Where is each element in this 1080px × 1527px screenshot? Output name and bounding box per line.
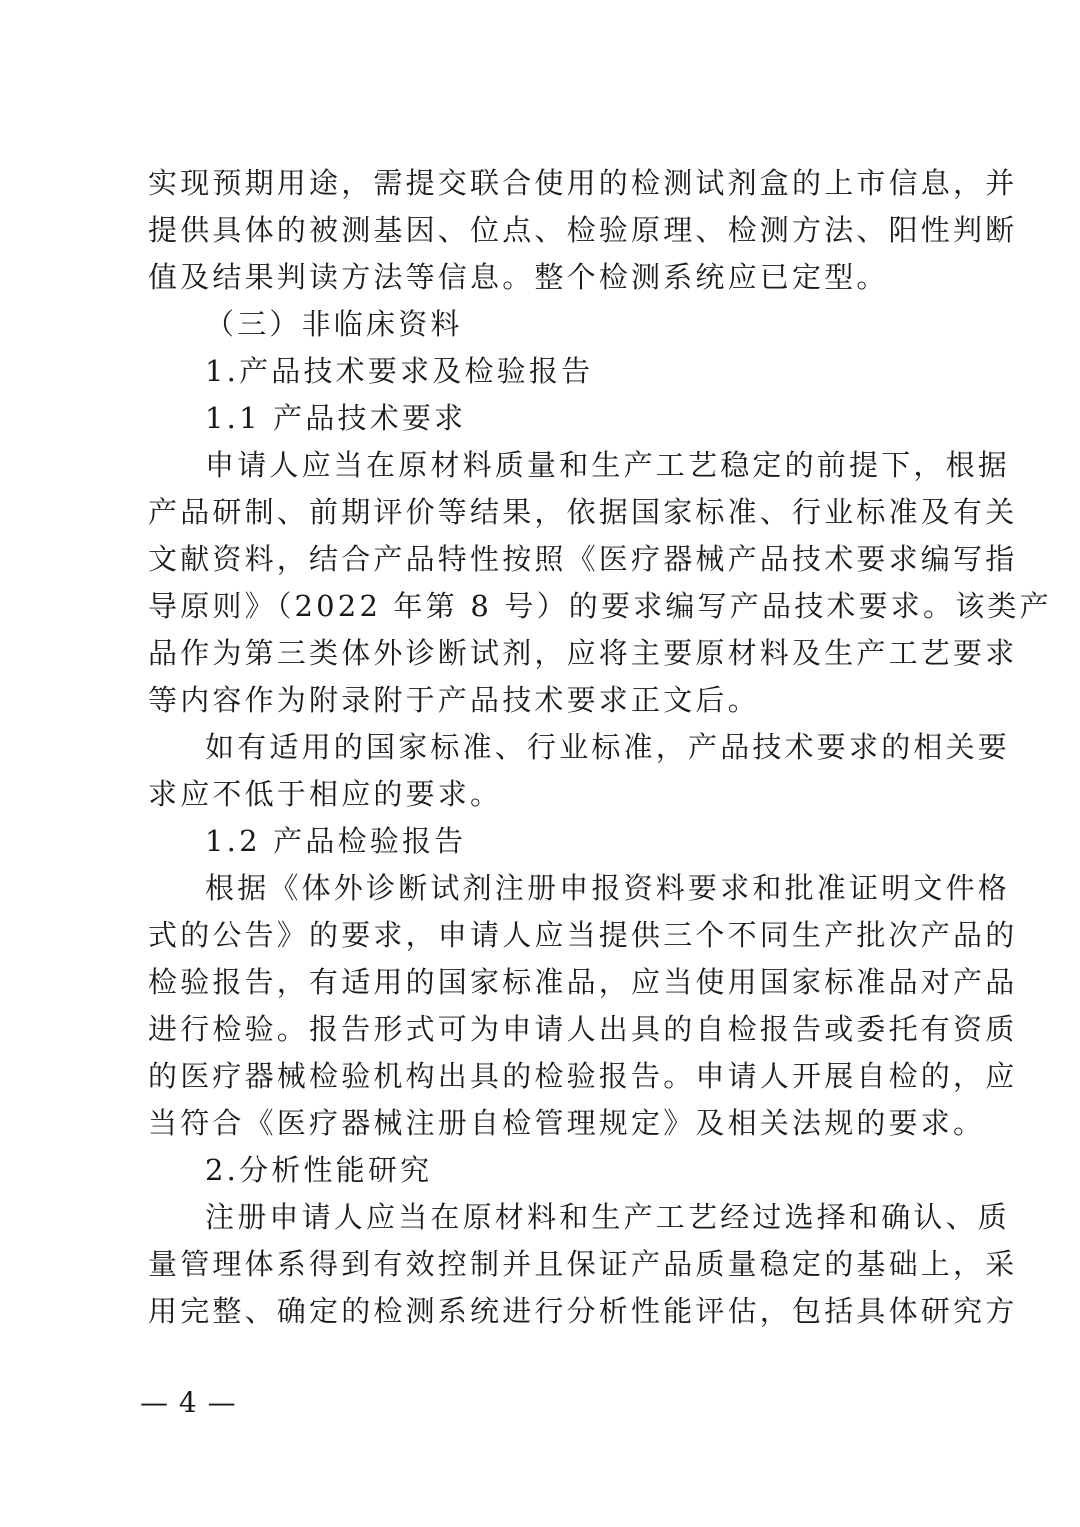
subsection-heading: 1.2 产品检验报告 xyxy=(205,824,467,858)
body-text-line: 实现预期用途，需提交联合使用的检测试剂盒的上市信息，并 xyxy=(148,166,1018,200)
body-text-line: 当符合《医疗器械注册自检管理规定》及相关法规的要求。 xyxy=(148,1106,986,1140)
body-text-line: 注册申请人应当在原材料和生产工艺经过选择和确认、质 xyxy=(205,1200,1011,1234)
body-text-line: 文献资料，结合产品特性按照《医疗器械产品技术要求编写指 xyxy=(148,542,1018,576)
body-text-line: 求应不低于相应的要求。 xyxy=(148,777,503,811)
body-text-line: 导原则》（2022 年第 8 号）的要求编写产品技术要求。该类产 xyxy=(148,589,1052,623)
body-text-line: 检验报告，有适用的国家标准品，应当使用国家标准品对产品 xyxy=(148,965,1018,999)
subsection-heading: 2.分析性能研究 xyxy=(205,1153,433,1187)
body-text-line: 提供具体的被测基因、位点、检验原理、检测方法、阳性判断 xyxy=(148,213,1018,247)
body-text-line: 等内容作为附录附于产品技术要求正文后。 xyxy=(148,683,760,717)
body-text-line: 进行检验。报告形式可为申请人出具的自检报告或委托有资质 xyxy=(148,1012,1018,1046)
body-text-line: 根据《体外诊断试剂注册申报资料要求和批准证明文件格 xyxy=(205,871,1011,905)
subsection-heading: 1.产品技术要求及检验报告 xyxy=(205,354,594,388)
body-text-line: 式的公告》的要求，申请人应当提供三个不同生产批次产品的 xyxy=(148,918,1018,952)
body-text-line: 值及结果判读方法等信息。整个检测系统应已定型。 xyxy=(148,260,889,294)
body-text-line: 量管理体系得到有效控制并且保证产品质量稳定的基础上，采 xyxy=(148,1247,1018,1281)
body-text-line: 申请人应当在原材料质量和生产工艺稳定的前提下，根据 xyxy=(205,448,1011,482)
page-number: — 4 — xyxy=(140,1386,237,1419)
subsection-heading: 1.1 产品技术要求 xyxy=(205,401,467,435)
body-text-line: 的医疗器械检验机构出具的检验报告。申请人开展自检的，应 xyxy=(148,1059,1018,1093)
body-text-line: 用完整、确定的检测系统进行分析性能评估，包括具体研究方 xyxy=(148,1294,1018,1328)
body-text-line: 如有适用的国家标准、行业标准，产品技术要求的相关要 xyxy=(205,730,1011,764)
body-text-line: 品作为第三类体外诊断试剂，应将主要原材料及生产工艺要求 xyxy=(148,636,1018,670)
section-heading: （三）非临床资料 xyxy=(205,307,463,341)
body-text-line: 产品研制、前期评价等结果，依据国家标准、行业标准及有关 xyxy=(148,495,1018,529)
